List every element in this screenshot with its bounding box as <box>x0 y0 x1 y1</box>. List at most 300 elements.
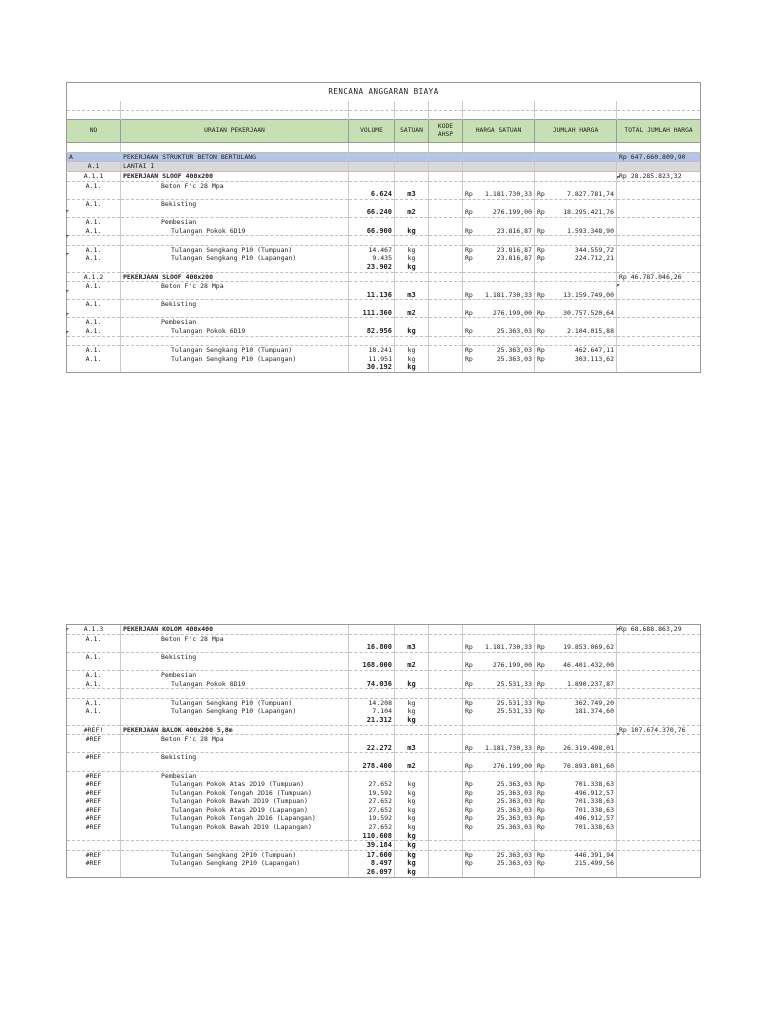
row-desc: Tulangan Sengkang P10 (Tumpuan) <box>121 245 349 254</box>
row-price: 25.531,33 <box>496 707 532 716</box>
row-unit: kg <box>395 797 429 806</box>
row-amount: 1.890.237,87 <box>567 679 614 688</box>
row-amount: 2.104.015,88 <box>567 327 614 336</box>
row-volume: 9.435 <box>349 254 395 263</box>
rp-label: Rp <box>537 805 545 814</box>
rp-label: Rp <box>465 245 473 254</box>
row-amount: 701.338,63 <box>574 805 614 814</box>
row-unit: kg <box>395 859 429 868</box>
rp-label: Rp <box>537 308 545 317</box>
row-code: #REF <box>67 814 121 823</box>
row-unit: kg <box>395 823 429 832</box>
item-no: A.1.3 <box>67 625 121 635</box>
row-amount: 496.912,57 <box>574 814 614 823</box>
rp-label: Rp <box>465 859 473 868</box>
row-desc: Tulangan Sengkang 2P10 (Lapangan) <box>121 859 349 868</box>
rp-label: Rp <box>465 761 473 770</box>
row-volume: 66.240 <box>349 208 395 217</box>
row-price: 25.363,03 <box>496 814 532 823</box>
row-amount: 303.113,62 <box>574 354 614 363</box>
rp-label: Rp <box>537 698 545 707</box>
rp-label: Rp <box>465 661 473 670</box>
row-volume: 22.272 <box>349 744 395 753</box>
cell-marker-icon <box>617 284 620 287</box>
rp-label: Rp <box>537 850 545 859</box>
table-row <box>67 355 701 364</box>
table-row <box>67 318 701 327</box>
row-desc: Tulangan Pokok 8D19 <box>121 680 349 689</box>
row-price: 25.363,03 <box>496 327 532 336</box>
row-unit: m3 <box>395 744 429 753</box>
row-unit: kg <box>395 327 429 336</box>
rp-label: Rp <box>465 346 473 355</box>
blank-row <box>67 236 701 246</box>
row-price: 1.181.730,33 <box>485 290 532 299</box>
item-total: Rp 107.674.370,76 <box>617 725 701 735</box>
row-desc: Pembesian <box>121 771 349 780</box>
table-row <box>67 227 701 236</box>
row-desc: Pembesian <box>121 318 349 327</box>
rab-table-top <box>66 82 701 373</box>
cell-marker-icon <box>66 210 69 213</box>
header-no: NO <box>67 120 121 143</box>
row-amount: 30.757.520,64 <box>563 308 614 317</box>
row-desc: Tulangan Sengkang P10 (Lapangan) <box>121 707 349 716</box>
row-unit: m3 <box>395 291 429 300</box>
row-price: 25.363,03 <box>496 346 532 355</box>
row-amount: 18.295.421,76 <box>563 208 614 217</box>
row-desc: Beton F'c 28 Mpa <box>121 735 349 744</box>
row-price: 25.363,03 <box>496 780 532 789</box>
table-row <box>67 300 701 309</box>
row-desc: Pembesian <box>121 670 349 679</box>
row-code: A.1. <box>67 300 121 309</box>
row-price: 276.199,00 <box>492 208 532 217</box>
row-unit: m2 <box>395 661 429 670</box>
item-header-row <box>67 625 701 635</box>
row-desc: Tulangan Pokok Bawah 2D19 (Lapangan) <box>121 823 349 832</box>
rp-label: Rp <box>537 346 545 355</box>
row-code: #REF <box>67 797 121 806</box>
row-volume: 7.104 <box>349 707 395 716</box>
rp-label: Rp <box>465 823 473 832</box>
cell-marker-icon <box>66 290 69 293</box>
row-amount: 462.647,11 <box>574 346 614 355</box>
row-price: 1.181.730,33 <box>485 743 532 752</box>
cell-marker-icon <box>66 235 69 238</box>
rp-label: Rp <box>537 743 545 752</box>
row-unit: kg <box>395 707 429 716</box>
row-unit: kg <box>395 263 429 272</box>
rp-label: Rp <box>465 780 473 789</box>
rp-label: Rp <box>537 761 545 770</box>
item-name: PEKERJAAN KOLOM 400x400 <box>121 625 349 635</box>
row-code: #REF <box>67 771 121 780</box>
rp-label: Rp <box>537 661 545 670</box>
row-desc: Tulangan Sengkang P10 (Lapangan) <box>121 254 349 263</box>
row-desc: Tulangan Sengkang P10 (Tumpuan) <box>121 698 349 707</box>
row-unit: kg <box>395 698 429 707</box>
rp-label: Rp <box>537 797 545 806</box>
row-code: #REF <box>67 823 121 832</box>
row-unit: kg <box>395 227 429 236</box>
rp-label: Rp <box>465 814 473 823</box>
row-unit: kg <box>395 245 429 254</box>
row-volume: 27.652 <box>349 823 395 832</box>
row-unit: m3 <box>395 190 429 199</box>
row-amount: 362.749,20 <box>574 698 614 707</box>
row-volume: 19.592 <box>349 789 395 798</box>
row-code: A.1. <box>67 707 121 716</box>
row-code: A.1. <box>67 670 121 679</box>
row-price: 25.363,03 <box>496 354 532 363</box>
header-kode: KODE AHSP <box>429 120 463 143</box>
table-row <box>67 327 701 336</box>
row-unit: m3 <box>395 643 429 652</box>
row-volume-sum: 26.097 <box>349 868 395 877</box>
row-code: A.1. <box>67 227 121 236</box>
rp-label: Rp <box>465 707 473 716</box>
item-no: A.1.2 <box>67 272 121 282</box>
table-row <box>67 652 701 661</box>
table-row <box>67 282 701 291</box>
row-code: #REF <box>67 850 121 859</box>
row-volume: 19.592 <box>349 814 395 823</box>
blank-row <box>67 101 701 110</box>
row-desc: Beton F'c 28 Mpa <box>121 181 349 190</box>
row-amount: 701.338,63 <box>574 780 614 789</box>
table-row <box>67 859 701 868</box>
row-code: A.1. <box>67 318 121 327</box>
title-row <box>67 83 701 102</box>
table-row <box>67 762 701 771</box>
row-unit: kg <box>395 780 429 789</box>
rp-label: Rp <box>537 859 545 868</box>
rp-label: Rp <box>537 643 545 652</box>
header-satuan: SATUAN <box>395 120 429 143</box>
rp-label: Rp <box>537 823 545 832</box>
table-row <box>67 698 701 707</box>
rp-label: Rp <box>537 190 545 199</box>
table-row <box>67 832 701 841</box>
row-price: 1.181.730,33 <box>485 190 532 199</box>
row-unit: kg <box>395 789 429 798</box>
table-row <box>67 780 701 789</box>
subsection-row-a1 <box>67 162 701 172</box>
header-volume: VOLUME <box>349 120 395 143</box>
table-row <box>67 346 701 355</box>
row-code: A.1. <box>67 355 121 364</box>
table-row <box>67 217 701 226</box>
row-code: A.1. <box>67 199 121 208</box>
row-amount: 46.401.432,00 <box>563 661 614 670</box>
rp-label: Rp <box>537 707 545 716</box>
rp-label: Rp <box>537 327 545 336</box>
row-code: A.1. <box>67 680 121 689</box>
cell-marker-icon <box>66 313 69 316</box>
row-unit: kg <box>395 806 429 815</box>
rp-label: Rp <box>537 814 545 823</box>
row-unit: kg <box>395 832 429 841</box>
table-row <box>67 291 701 300</box>
row-volume: 14.467 <box>349 245 395 254</box>
row-desc: Bekisting <box>121 300 349 309</box>
row-unit: kg <box>395 850 429 859</box>
blank-row <box>67 143 701 153</box>
row-unit: m2 <box>395 762 429 771</box>
row-code: A.1. <box>67 346 121 355</box>
table-row <box>67 245 701 254</box>
table-row <box>67 814 701 823</box>
row-price: 25.363,03 <box>496 797 532 806</box>
rp-label: Rp <box>465 797 473 806</box>
row-unit: kg <box>395 814 429 823</box>
row-code: A.1. <box>67 698 121 707</box>
row-price: 25.531,33 <box>496 679 532 688</box>
table-row <box>67 744 701 753</box>
row-code: #REF <box>67 780 121 789</box>
row-volume-sum: 23.902 <box>349 263 395 272</box>
row-amount: 7.827.781,74 <box>567 190 614 199</box>
rp-label: Rp <box>537 226 545 235</box>
row-unit: kg <box>395 868 429 877</box>
row-amount: 344.559,72 <box>574 245 614 254</box>
subsection-name: LANTAI I <box>121 162 349 172</box>
section-total: Rp 647.660.809,90 <box>617 152 701 162</box>
row-price: 1.181.730,33 <box>485 643 532 652</box>
rp-label: Rp <box>465 805 473 814</box>
row-desc: Tulangan Pokok Atas 2D19 (Tumpuan) <box>121 780 349 789</box>
row-price: 23.816,87 <box>496 245 532 254</box>
row-code: #REF <box>67 735 121 744</box>
row-volume: 74.036 <box>349 680 395 689</box>
row-amount: 19.853.069,62 <box>563 643 614 652</box>
rp-label: Rp <box>465 354 473 363</box>
row-price: 25.363,03 <box>496 788 532 797</box>
row-desc: Bekisting <box>121 753 349 762</box>
rab-sheet-bottom <box>66 624 700 878</box>
item-name: PEKERJAAN SLOOF 400x200 <box>121 272 349 282</box>
row-code: A.1. <box>67 327 121 336</box>
item-total: Rp 28.285.823,32 <box>617 171 701 181</box>
row-unit: m2 <box>395 309 429 318</box>
row-volume-sum: 30.192 <box>349 363 395 372</box>
rp-label: Rp <box>465 643 473 652</box>
rp-label: Rp <box>465 208 473 217</box>
row-volume: 6.624 <box>349 190 395 199</box>
table-row <box>67 753 701 762</box>
table-row <box>67 263 701 272</box>
row-volume: 16.800 <box>349 643 395 652</box>
row-volume: 168.000 <box>349 661 395 670</box>
table-row <box>67 823 701 832</box>
row-desc: Beton F'c 28 Mpa <box>121 634 349 643</box>
rp-label: Rp <box>537 245 545 254</box>
row-volume: 66.900 <box>349 227 395 236</box>
row-volume: 27.652 <box>349 797 395 806</box>
row-unit: kg <box>395 841 429 851</box>
rp-label: Rp <box>465 698 473 707</box>
row-unit: kg <box>395 680 429 689</box>
row-price: 23.816,87 <box>496 254 532 263</box>
table-row <box>67 841 701 851</box>
header-row <box>67 120 701 143</box>
blank-row <box>67 110 701 120</box>
row-price: 25.531,33 <box>496 698 532 707</box>
row-code: #REF <box>67 859 121 868</box>
row-amount: 701.338,63 <box>574 797 614 806</box>
item-name: PEKERJAAN SLOOF 400x200 <box>121 171 349 181</box>
table-row <box>67 190 701 199</box>
section-no: A <box>67 152 121 162</box>
rp-label: Rp <box>465 226 473 235</box>
row-volume: 11.136 <box>349 291 395 300</box>
item-name: PEKERJAAN BALOK 400x200 5,8m <box>121 725 349 735</box>
rp-label: Rp <box>465 743 473 752</box>
row-desc: Tulangan Sengkang P10 (Lapangan) <box>121 355 349 364</box>
item-no: A.1.1 <box>67 171 121 181</box>
row-unit: m2 <box>395 208 429 217</box>
row-code: #REF <box>67 806 121 815</box>
row-desc: Beton F'c 28 Mpa <box>121 282 349 291</box>
row-unit: kg <box>395 355 429 364</box>
table-row <box>67 309 701 318</box>
row-volume-sum: 110.608 <box>349 832 395 841</box>
row-volume: 278.400 <box>349 762 395 771</box>
rp-label: Rp <box>465 788 473 797</box>
table-row <box>67 735 701 744</box>
row-volume: 11.951 <box>349 355 395 364</box>
item-total: Rp 68.688.863,29 <box>617 625 701 635</box>
cell-marker-icon <box>66 331 69 334</box>
table-row <box>67 797 701 806</box>
table-row <box>67 806 701 815</box>
row-code: A.1. <box>67 652 121 661</box>
row-price: 25.363,03 <box>496 823 532 832</box>
row-amount: 76.893.801,60 <box>563 761 614 770</box>
item-total: Rp 46.787.046,26 <box>617 272 701 282</box>
row-desc: Tulangan Pokok 6D19 <box>121 227 349 236</box>
row-code: A.1. <box>67 181 121 190</box>
row-code: #REF <box>67 753 121 762</box>
row-amount: 215.499,56 <box>574 859 614 868</box>
row-unit: kg <box>395 363 429 372</box>
row-price: 23.816,87 <box>496 226 532 235</box>
row-desc: Bekisting <box>121 652 349 661</box>
rab-sheet-top <box>66 82 700 373</box>
item-no: #REF! <box>67 725 121 735</box>
header-total: TOTAL JUMLAH HARGA <box>617 120 701 143</box>
table-row <box>67 634 701 643</box>
cell-marker-icon <box>617 176 620 179</box>
rp-label: Rp <box>465 254 473 263</box>
row-amount: 446.391,94 <box>574 850 614 859</box>
rp-label: Rp <box>465 308 473 317</box>
row-amount: 496.912,57 <box>574 788 614 797</box>
rp-label: Rp <box>465 190 473 199</box>
row-desc: Tulangan Pokok Bawah 2D19 (Tumpuan) <box>121 797 349 806</box>
row-price: 276.199,00 <box>492 661 532 670</box>
row-code: A.1. <box>67 245 121 254</box>
row-amount: 13.159.749,00 <box>563 290 614 299</box>
rp-label: Rp <box>537 354 545 363</box>
row-desc: Tulangan Pokok 6D19 <box>121 327 349 336</box>
table-row <box>67 670 701 679</box>
item-header-row <box>67 725 701 735</box>
row-volume: 27.652 <box>349 780 395 789</box>
blank-row <box>67 689 701 699</box>
row-desc: Pembesian <box>121 217 349 226</box>
table-row <box>67 789 701 798</box>
row-desc: Tulangan Pokok Tengah 2D16 (Lapangan) <box>121 814 349 823</box>
rab-table-bottom <box>66 624 701 878</box>
row-unit: kg <box>395 346 429 355</box>
cell-marker-icon <box>617 733 620 736</box>
table-row <box>67 771 701 780</box>
row-volume: 27.652 <box>349 806 395 815</box>
table-row <box>67 208 701 217</box>
row-amount: 181.374,60 <box>574 707 614 716</box>
table-row <box>67 363 701 372</box>
row-volume: 111.360 <box>349 309 395 318</box>
row-volume-sum: 21.312 <box>349 716 395 725</box>
row-desc: Tulangan Pokok Atas 2D19 (Lapangan) <box>121 806 349 815</box>
table-row <box>67 850 701 859</box>
cell-marker-icon <box>617 628 620 631</box>
row-amount: 701.338,63 <box>574 823 614 832</box>
sheet-title: RENCANA ANGGARAN BIAYA <box>67 83 701 102</box>
rp-label: Rp <box>537 780 545 789</box>
row-unit: kg <box>395 716 429 725</box>
row-desc: Tulangan Sengkang 2P10 (Tumpuan) <box>121 850 349 859</box>
section-row-a <box>67 152 701 162</box>
row-amount: 224.712,21 <box>574 254 614 263</box>
rp-label: Rp <box>537 788 545 797</box>
row-volume: 82.956 <box>349 327 395 336</box>
row-desc: Tulangan Pokok Tengah 2D16 (Tumpuan) <box>121 789 349 798</box>
table-row <box>67 707 701 716</box>
table-row <box>67 680 701 689</box>
rp-label: Rp <box>537 290 545 299</box>
table-row <box>67 643 701 652</box>
rp-label: Rp <box>537 254 545 263</box>
section-name: PEKERJAAN STRUKTUR BETON BERTULANG <box>121 152 349 162</box>
row-volume: 17.600 <box>349 850 395 859</box>
row-volume-sum: 39.184 <box>349 841 395 851</box>
row-code: A.1. <box>67 254 121 263</box>
rp-label: Rp <box>465 679 473 688</box>
cell-marker-icon <box>66 628 69 631</box>
row-unit: kg <box>395 254 429 263</box>
row-volume: 18.241 <box>349 346 395 355</box>
table-row <box>67 199 701 208</box>
item-header-row <box>67 272 701 282</box>
subsection-no: A.1 <box>67 162 121 172</box>
row-price: 25.363,03 <box>496 859 532 868</box>
header-uraian: URAIAN PEKERJAAN <box>121 120 349 143</box>
row-price: 25.363,03 <box>496 850 532 859</box>
row-price: 276.199,00 <box>492 761 532 770</box>
row-price: 25.363,03 <box>496 805 532 814</box>
table-row <box>67 868 701 877</box>
row-code: #REF <box>67 789 121 798</box>
row-code: A.1. <box>67 217 121 226</box>
table-row <box>67 181 701 190</box>
rp-label: Rp <box>465 850 473 859</box>
table-row <box>67 661 701 670</box>
rp-label: Rp <box>465 327 473 336</box>
table-row <box>67 254 701 263</box>
